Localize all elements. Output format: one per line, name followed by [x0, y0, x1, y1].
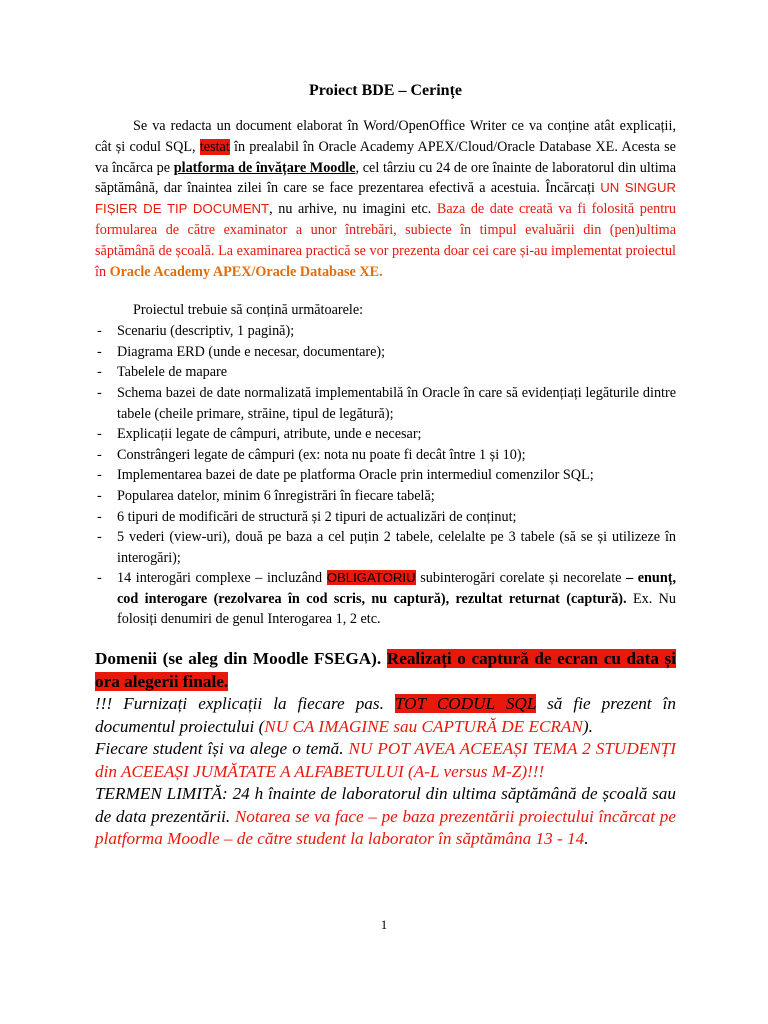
exam-note: Baza de date creată va fi folosită pentru formularea de către examinator a unor întrebări, subiecte în timpul evaluării din (pen)ultima săptămână de școală. La examinarea practică se vor prezenta doar cei care și-au implementat proiectul în: [95, 201, 676, 280]
requirements-intro: Proiectul trebuie să conțină următoarele:: [133, 302, 364, 319]
overview-text-4: , nu arhive, nu imagini etc.: [269, 201, 437, 218]
explanations-text-a: !!! Furnizați explicații la fiecare pas.: [95, 694, 395, 714]
paragraph-overview: [95, 116, 676, 282]
explanations-line: [95, 693, 676, 738]
no-image-warning: NU CA IMAGINE sau CAPTURĂ DE ECRAN: [264, 716, 583, 736]
queries-text-b: subinterogări corelate și necorelate: [415, 570, 627, 587]
highlight-testat: testat: [199, 138, 230, 155]
deadline-text: TERMEN LIMITĂ: 24 h înainte de laboratorul din ultima săptămână de școală sau de data prezentării.: [95, 784, 676, 826]
requirement-item: - Schema bazei de date normalizată implementabilă în Oracle în care să evidențiați legăturile dintre tabele (cheile primare, străine, tipul de legătură);: [95, 383, 676, 424]
requirement-item: - Scenariu (descriptiv, 1 pagină);: [95, 321, 676, 342]
mandatory-highlight: OBLIGATORIU: [326, 570, 416, 586]
grading-note: Notarea se va face – pe baza prezentării proiectului încărcat pe platforma Moodle – de către student la laborator în săptămâna 13 - 14: [95, 806, 676, 849]
overview-text-1: Se va redacta un document elaborat în Word/OpenOffice Writer ce va conține atât explicații, cât și codul SQL,: [95, 118, 676, 155]
domains-section: [95, 648, 676, 851]
domains-heading-text: Domenii (se aleg din Moodle FSEGA).: [95, 649, 387, 669]
requirement-item: - Implementarea bazei de date pe platforma Oracle prin intermediul comenzilor SQL;: [95, 465, 676, 486]
requirement-item: - Popularea datelor, minim 6 înregistrări în fiecare tabelă;: [95, 486, 676, 507]
deadline-end: .: [584, 829, 589, 849]
moodle-platform-text: platforma de învățare Moodle: [173, 159, 356, 176]
oracle-platform-text: Oracle Academy APEX/Oracle Database XE.: [109, 263, 383, 280]
overview-text-3: , cel târziu cu 24 de ore înainte de laboratorul din ultima săptămână, dar înaintea zilei în care se face prezentarea efectivă a acestuia. Încărcați: [95, 159, 676, 197]
sql-code-highlight: TOT CODUL SQL: [394, 694, 537, 714]
topic-choice-line: [95, 738, 676, 783]
topic-choice-text: Fiecare student își va alege o temă.: [95, 739, 349, 759]
page-number: 1: [380, 917, 388, 932]
deadline-line: [95, 783, 676, 851]
requirement-item: - Constrângeri legate de câmpuri (ex: nota nu poate fi decât între 1 și 10);: [95, 445, 676, 466]
queries-text-a: 14 interogări complexe – incluzând: [117, 570, 327, 587]
requirement-item: - Tabelele de mapare: [95, 362, 676, 383]
requirement-item: - Diagrama ERD (unde e necesar, documentare);: [95, 342, 676, 363]
requirement-item-queries: [95, 568, 676, 630]
same-topic-warning: NU POT AVEA ACEEAȘI TEMA 2 STUDENȚI din ACEEAȘI JUMĂTATE A ALFABETULUI (A-L versus M-Z)!!!: [95, 739, 677, 781]
domains-screenshot-highlight: Realizați o captură de ecran cu data și ora alegerii finale.: [95, 649, 676, 691]
domains-heading: [95, 648, 676, 693]
explanations-text-b: să fie prezent în documentul proiectului (: [95, 694, 676, 736]
single-file-warning: UN SINGUR FIȘIER DE TIP DOCUMENT: [95, 180, 677, 217]
queries-text-c: Ex. Nu folosiți denumiri de genul Interogarea 1, 2 etc.: [117, 590, 676, 628]
requirement-item: - 6 tipuri de modificări de structură și 2 tipuri de actualizări de conținut;: [95, 507, 676, 528]
overview-text-2: în prealabil în Oracle Academy APEX/Cloud/Oracle Database XE. Acesta se va încărca pe: [95, 138, 676, 176]
explanations-text-c: ).: [582, 716, 593, 736]
queries-bold-text: – enunț, cod interogare (rezolvarea în cod scris, nu captură), rezultat returnat (captură).: [117, 570, 676, 607]
requirements-list: [95, 321, 676, 630]
page-title: Proiect BDE – Cerințe: [309, 82, 462, 99]
requirement-item: - 5 vederi (view-uri), două pe baza a cel puțin 2 tabele, celelalte pe 3 tabele (să se și utilizeze în interogări);: [95, 527, 676, 568]
requirement-item: - Explicații legate de câmpuri, atribute, unde e necesar;: [95, 424, 676, 445]
